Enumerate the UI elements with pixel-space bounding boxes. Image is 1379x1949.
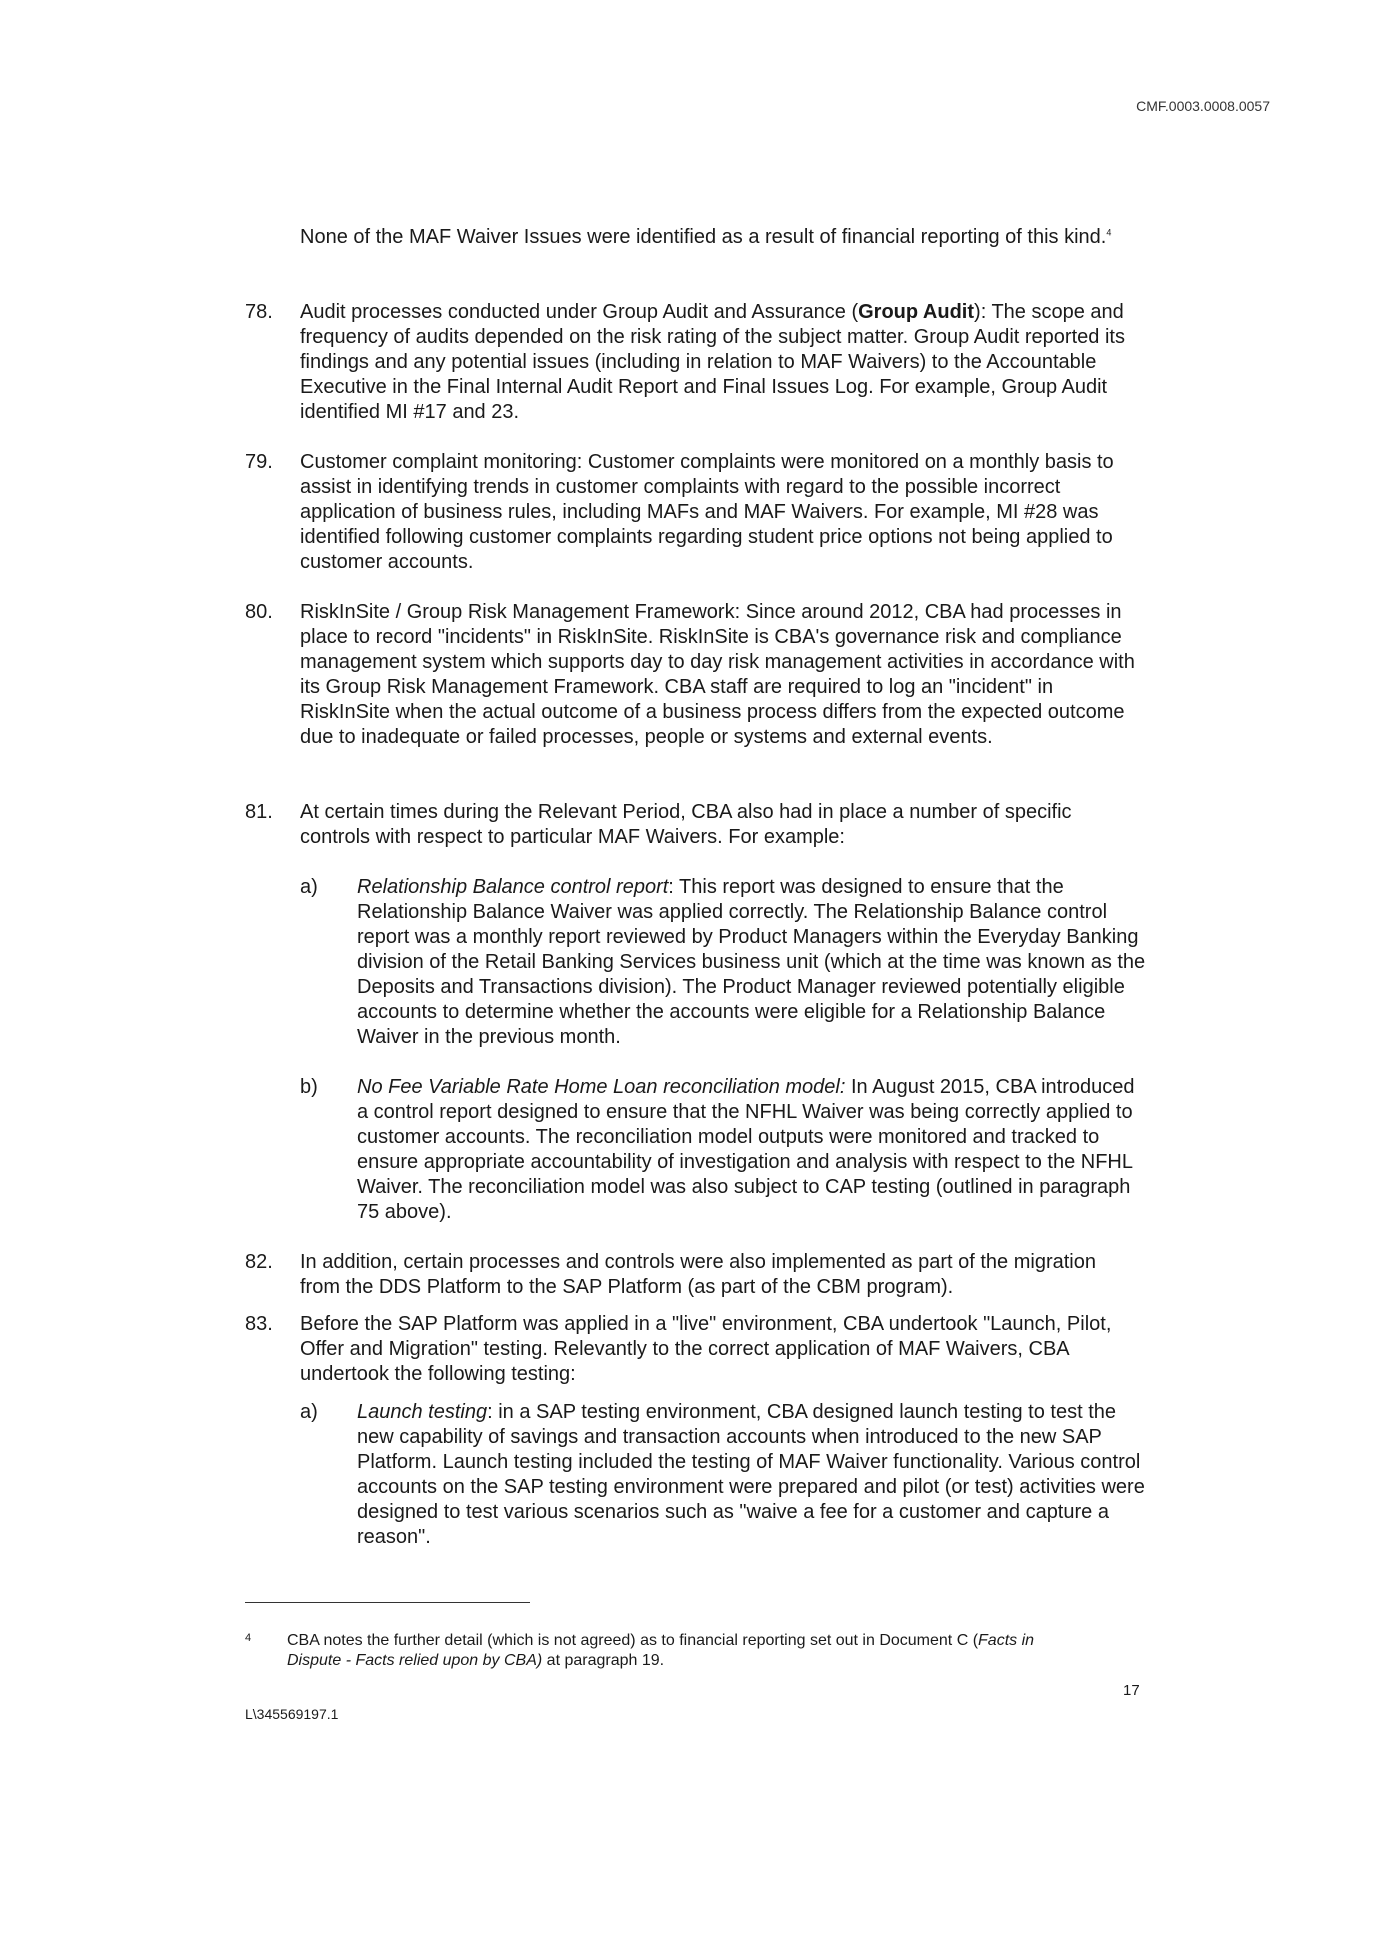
footnote-text-after: at paragraph 19. <box>542 1652 665 1669</box>
footnote-text <box>287 1631 1085 1671</box>
subparagraph-letter: b) <box>300 1076 318 1098</box>
paragraph-78 <box>245 300 1145 425</box>
paragraph-text: At certain times during the Relevant Period, CBA also had in place a number of specific controls with respect to particular MAF Waivers. For example: <box>300 801 1072 848</box>
subparagraph-letter: a) <box>300 876 318 898</box>
paragraph-79 <box>245 450 1145 575</box>
paragraph-83 <box>245 1312 1145 1387</box>
subparagraph-83a <box>300 1400 1150 1550</box>
subparagraph-text <box>357 1400 1150 1550</box>
paragraph-text <box>300 300 1140 425</box>
subparagraph-title: Relationship Balance control report <box>357 876 669 898</box>
paragraph-82 <box>245 1250 1145 1300</box>
page-number: 17 <box>1123 1682 1140 1699</box>
footnote-number: 4 <box>245 1632 252 1644</box>
paragraph-number: 79. <box>245 451 273 473</box>
subparagraph-title: Launch testing <box>357 1401 488 1423</box>
paragraph-number: 83. <box>245 1313 273 1335</box>
intro-text: None of the MAF Waiver Issues were identified as a result of financial reporting of this kind. <box>300 226 1107 248</box>
subparagraph-81a <box>300 875 1150 1050</box>
subparagraph-text <box>357 1075 1150 1225</box>
footnote <box>245 1631 1085 1671</box>
footnote-text-before: CBA notes the further detail (which is not agreed) as to financial reporting set out in Document C ( <box>287 1632 979 1649</box>
footnote-italic: Facts in Dispute - Facts relied upon by CBA) <box>287 1632 1035 1669</box>
paragraph-number: 78. <box>245 301 273 323</box>
subparagraph-text <box>357 875 1150 1050</box>
document-reference: L\345569197.1 <box>245 1706 339 1722</box>
intro-paragraph <box>300 225 1140 250</box>
footnote-ref: 4 <box>1106 227 1112 238</box>
paragraph-text-rest: ): The scope and frequency of audits depended on the risk rating of the subject matter. Group Audit reported its findings and any potential issues (including in relation to MAF Waivers) to the Accountable Executive in the Final Internal Audit Report and Final Issues Log. For example, Group Audit identified MI #17 and 23. <box>300 301 1125 423</box>
paragraph-text: RiskInSite / Group Risk Management Framework: Since around 2012, CBA had processes in place to record "incidents" in RiskInSite. RiskInSite is CBA's governance risk and compliance management system which supports day to day risk management activities in accordance with its Group Risk Management Framework. CBA staff are required to log an "incident" in RiskInSite when the actual outcome of a business process differs from the expected outcome due to inadequate or failed processes, people or systems and external events. <box>300 601 1135 748</box>
footnote-separator <box>245 1602 530 1603</box>
paragraph-number: 81. <box>245 801 273 823</box>
subparagraph-81b <box>300 1075 1150 1225</box>
paragraph-80 <box>245 600 1145 750</box>
paragraph-text-lead: Audit processes conducted under Group Audit and Assurance ( <box>300 301 859 323</box>
subparagraph-body: : in a SAP testing environment, CBA designed launch testing to test the new capability of savings and transaction accounts when introduced to the new SAP Platform. Launch testing included the testing of MAF Waiver functionality. Various control accounts on the SAP testing environment were prepared and pilot (or test) activities were designed to test various scenarios such as "waive a fee for a customer and capture a reason". <box>357 1401 1145 1548</box>
paragraph-81 <box>245 800 1145 850</box>
paragraph-text: Customer complaint monitoring: Customer complaints were monitored on a monthly basis to assist in identifying trends in customer complaints with regard to the possible incorrect application of business rules, including MAFs and MAF Waivers. For example, MI #28 was identified following customer complaints regarding student price options not being applied to customer accounts. <box>300 451 1114 573</box>
subparagraph-body: In August 2015, CBA introduced a control report designed to ensure that the NFHL Waiver was being correctly applied to customer accounts. The reconciliation model outputs were monitored and tracked to ensure appropriate accountability of investigation and analysis with respect to the NFHL Waiver. The reconciliation model was also subject to CAP testing (outlined in paragraph 75 above). <box>357 1076 1135 1223</box>
subparagraph-body: : This report was designed to ensure that the Relationship Balance Waiver was applied correctly. The Relationship Balance control report was a monthly report reviewed by Product Managers within the Everyday Banking division of the Retail Banking Services business unit (which at the time was known as the Deposits and Transactions division). The Product Manager reviewed potentially eligible accounts to determine whether the accounts were eligible for a Relationship Balance Waiver in the previous month. <box>357 876 1146 1048</box>
paragraph-text: Before the SAP Platform was applied in a "live" environment, CBA undertook "Launch, Pilot, Offer and Migration" testing. Relevantly to the correct application of MAF Waivers, CBA undertook the following testing: <box>300 1313 1112 1385</box>
paragraph-text: In addition, certain processes and controls were also implemented as part of the migration from the DDS Platform to the SAP Platform (as part of the CBM program). <box>300 1251 1096 1298</box>
subparagraph-title: No Fee Variable Rate Home Loan reconciliation model: <box>357 1076 846 1098</box>
subparagraph-letter: a) <box>300 1401 318 1423</box>
paragraph-number: 80. <box>245 601 273 623</box>
document-id: CMF.0003.0008.0057 <box>1136 98 1270 114</box>
paragraph-number: 82. <box>245 1251 273 1273</box>
defined-term: Group Audit <box>858 301 975 323</box>
